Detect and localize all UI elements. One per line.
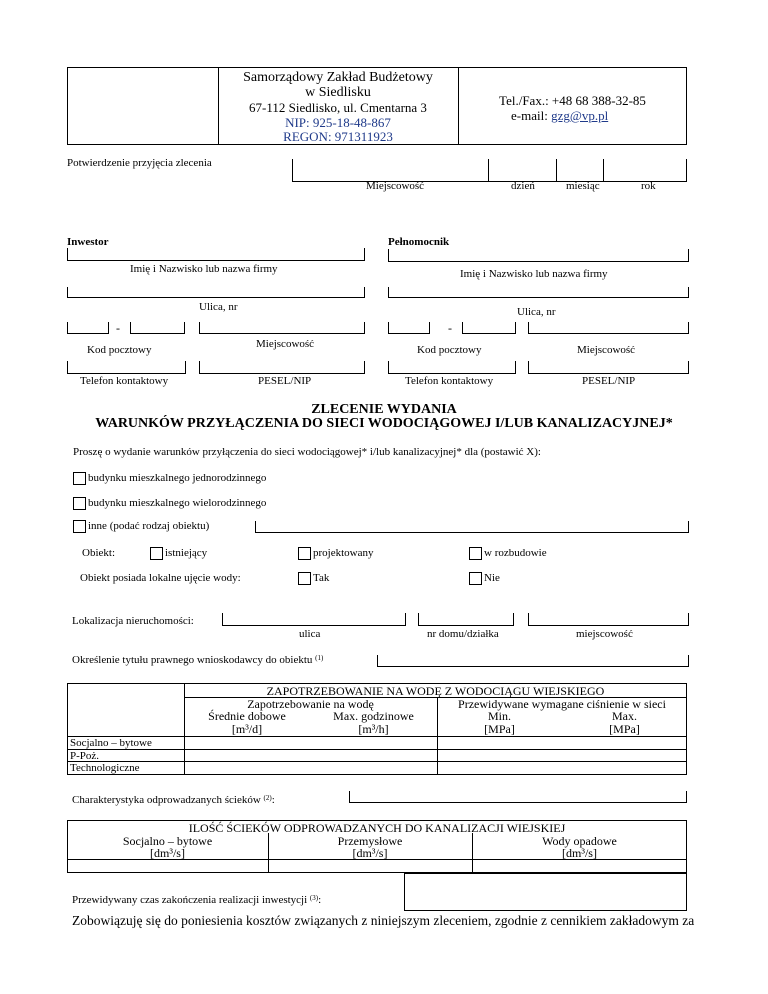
investor-postal-label: Kod pocztowy	[87, 344, 152, 356]
wt-row-line-3	[67, 749, 687, 750]
object-label: Obiekt:	[82, 547, 115, 559]
legal-title-field[interactable]	[377, 655, 689, 667]
location-house-label: nr domu/działka	[427, 628, 499, 640]
location-house-field[interactable]	[418, 613, 514, 626]
sewage-col-social-unit: [dm³/s]	[150, 846, 185, 860]
legal-title-label	[72, 655, 323, 666]
proxy-name-field[interactable]	[388, 249, 689, 262]
confirmation-underline	[292, 181, 687, 182]
sewage-col-rain: Wody opadowe	[542, 834, 617, 848]
other-object-field[interactable]	[255, 521, 689, 533]
investor-postal-dash: -	[116, 321, 120, 335]
water-daily-unit: [m³/d]	[231, 722, 263, 736]
proxy-postal-dash: -	[448, 321, 452, 335]
wt-row-line-2	[67, 736, 687, 737]
legal-title-text: Określenie tytułu prawnego wnioskodawcy do obiektu	[72, 654, 313, 666]
proxy-name-label: Imię i Nazwisko lub nazwa firmy	[460, 268, 608, 280]
investor-phone-field[interactable]	[67, 361, 186, 374]
confirmation-day-label: dzień	[511, 180, 535, 192]
proxy-title: Pełnomocnik	[388, 236, 450, 248]
water-max-header: Max.	[612, 709, 637, 723]
commitment-text: Zobowiązuję się do poniesienia kosztów związanych z niniejszym zleceniem, zgodnie z cennikiem zakładowym za	[72, 913, 695, 928]
investor-street-label: Ulica, nr	[199, 301, 238, 313]
sewage-col-industrial-unit: [dm³/s]	[352, 846, 388, 860]
label-intake-yes: Tak	[313, 572, 330, 584]
proxy-postal-part2[interactable]	[462, 322, 516, 334]
sewage-colon: :	[271, 794, 275, 806]
org-regon: REGON: 971311923	[283, 129, 393, 144]
investor-street-field[interactable]	[67, 287, 365, 298]
sewage-col-industrial: Przemysłowe	[337, 834, 403, 848]
checkbox-planned[interactable]	[298, 547, 311, 560]
investor-title: Inwestor	[67, 236, 109, 248]
label-single-family: budynku mieszkalnego jednorodzinnego	[88, 472, 267, 484]
investor-phone-label: Telefon kontaktowy	[80, 375, 169, 387]
confirmation-place-label: Miejscowość	[366, 180, 425, 192]
proxy-pesel-label: PESEL/NIP	[582, 375, 636, 387]
proxy-city-label: Miejscowość	[577, 344, 636, 356]
form-title-line1: ZLECENIE WYDANIA	[311, 402, 457, 417]
water-min-unit: [MPa]	[484, 722, 515, 736]
email-link[interactable]: gzg@vp.pl	[551, 108, 609, 123]
confirmation-sep1	[488, 159, 489, 181]
water-row-social: Socjalno – bytowe	[70, 737, 152, 749]
proxy-phone-field[interactable]	[388, 361, 516, 374]
org-name-line2: w Siedlisku	[305, 85, 371, 100]
investor-city-label: Miejscowość	[256, 338, 315, 350]
checkbox-expanding[interactable]	[469, 547, 482, 560]
investor-name-field[interactable]	[67, 248, 365, 261]
email-label: e-mail:	[511, 108, 548, 123]
sewage-characteristics-field[interactable]	[349, 791, 687, 803]
completion-label	[72, 895, 321, 906]
confirmation-year-label: rok	[641, 180, 656, 192]
confirmation-label: Potwierdzenie przyjęcia zlecenia	[67, 157, 212, 169]
confirmation-month-label: miesiąc	[566, 180, 600, 192]
investor-postal-part1[interactable]	[67, 322, 109, 334]
water-row-tech: Technologiczne	[70, 762, 140, 774]
water-intake-label: Obiekt posiada lokalne ujęcie wody:	[80, 572, 241, 584]
proxy-postal-label: Kod pocztowy	[417, 344, 482, 356]
water-pressure-header: Przewidywane wymagane ciśnienie w sieci	[458, 697, 666, 711]
sewage-col-rain-unit: [dm³/s]	[562, 846, 597, 860]
label-other: inne (podać rodzaj obiektu)	[88, 520, 210, 532]
org-address: 67-112 Siedlisko, ul. Cmentarna 3	[249, 100, 427, 115]
proxy-phone-label: Telefon kontaktowy	[405, 375, 494, 387]
checkbox-multi-family[interactable]	[73, 497, 86, 510]
location-street-label: ulica	[299, 628, 321, 640]
investor-pesel-label: PESEL/NIP	[258, 375, 312, 387]
location-city-label: miejscowość	[576, 628, 633, 640]
org-nip: NIP: 925-18-48-867	[285, 115, 391, 130]
investor-city-field[interactable]	[199, 322, 365, 334]
legal-title-footnote: (1)	[315, 654, 324, 662]
form-title-line2: WARUNKÓW PRZYŁĄCZENIA DO SIECI WODOCIĄGOWEJ I/LUB KANALIZACYJNEJ*	[95, 416, 673, 431]
confirmation-sep2	[556, 159, 557, 181]
label-intake-no: Nie	[484, 572, 500, 584]
proxy-postal-part1[interactable]	[388, 322, 430, 334]
confirmation-fields[interactable]	[292, 159, 687, 181]
location-city-field[interactable]	[528, 613, 689, 626]
confirmation-sep3	[603, 159, 604, 181]
water-hourly-header: Max. godzinowe	[333, 709, 414, 723]
completion-colon: :	[318, 894, 322, 906]
label-existing: istniejący	[165, 547, 208, 559]
water-hourly-unit: [m³/h]	[358, 722, 389, 736]
completion-footnote: (3)	[309, 894, 319, 902]
water-max-unit: [MPa]	[609, 722, 640, 736]
proxy-street-field[interactable]	[388, 287, 689, 298]
water-row-fire: P-Poż.	[70, 750, 100, 762]
water-table-title: ZAPOTRZEBOWANIE NA WODĘ Z WODOCIĄGU WIEJSKIEGO	[266, 684, 605, 698]
proxy-street-label: Ulica, nr	[517, 306, 556, 318]
checkbox-intake-yes[interactable]	[298, 572, 311, 585]
sewage-col-social: Socjalno – bytowe	[122, 834, 213, 848]
completion-date-field[interactable]	[404, 873, 687, 911]
proxy-pesel-field[interactable]	[528, 361, 689, 374]
investor-pesel-field[interactable]	[199, 361, 365, 374]
org-email	[511, 109, 608, 122]
wt-row-line-4	[67, 761, 687, 762]
investor-name-label: Imię i Nazwisko lub nazwa firmy	[130, 263, 278, 275]
sewage-table-title: ILOŚĆ ŚCIEKÓW ODPROWADZANYCH DO KANALIZACJI WIEJSKIEJ	[188, 821, 566, 835]
sewage-footnote: (2)	[263, 794, 272, 802]
checkbox-single-family[interactable]	[73, 472, 86, 485]
water-daily-header: Średnie dobowe	[208, 709, 286, 723]
water-demand-header: Zapotrzebowanie na wodę	[247, 697, 374, 711]
completion-label-text: Przewidywany czas zakończenia realizacji inwestycji	[72, 894, 308, 906]
label-planned: projektowany	[313, 547, 374, 559]
checkbox-other[interactable]	[73, 520, 86, 533]
label-expanding: w rozbudowie	[484, 547, 547, 559]
org-name-line1: Samorządowy Zakład Budżetowy	[243, 70, 433, 85]
location-street-field[interactable]	[222, 613, 406, 626]
request-text: Proszę o wydanie warunków przyłączenia do sieci wodociągowej* i/lub kanalizacyjnej* dla (postawić X):	[73, 446, 541, 458]
label-multi-family: budynku mieszkalnego wielorodzinnego	[88, 497, 267, 509]
checkbox-intake-no[interactable]	[469, 572, 482, 585]
location-label: Lokalizacja nieruchomości:	[72, 615, 194, 627]
proxy-city-field[interactable]	[528, 322, 689, 334]
org-telfax: Tel./Fax.: +48 68 388-32-85	[499, 93, 646, 108]
water-min-header: Min.	[487, 709, 511, 723]
checkbox-existing[interactable]	[150, 547, 163, 560]
investor-postal-part2[interactable]	[130, 322, 185, 334]
sewage-label-text: Charakterystyka odprowadzanych ścieków	[72, 794, 261, 806]
sewage-characteristics-label	[72, 795, 275, 806]
